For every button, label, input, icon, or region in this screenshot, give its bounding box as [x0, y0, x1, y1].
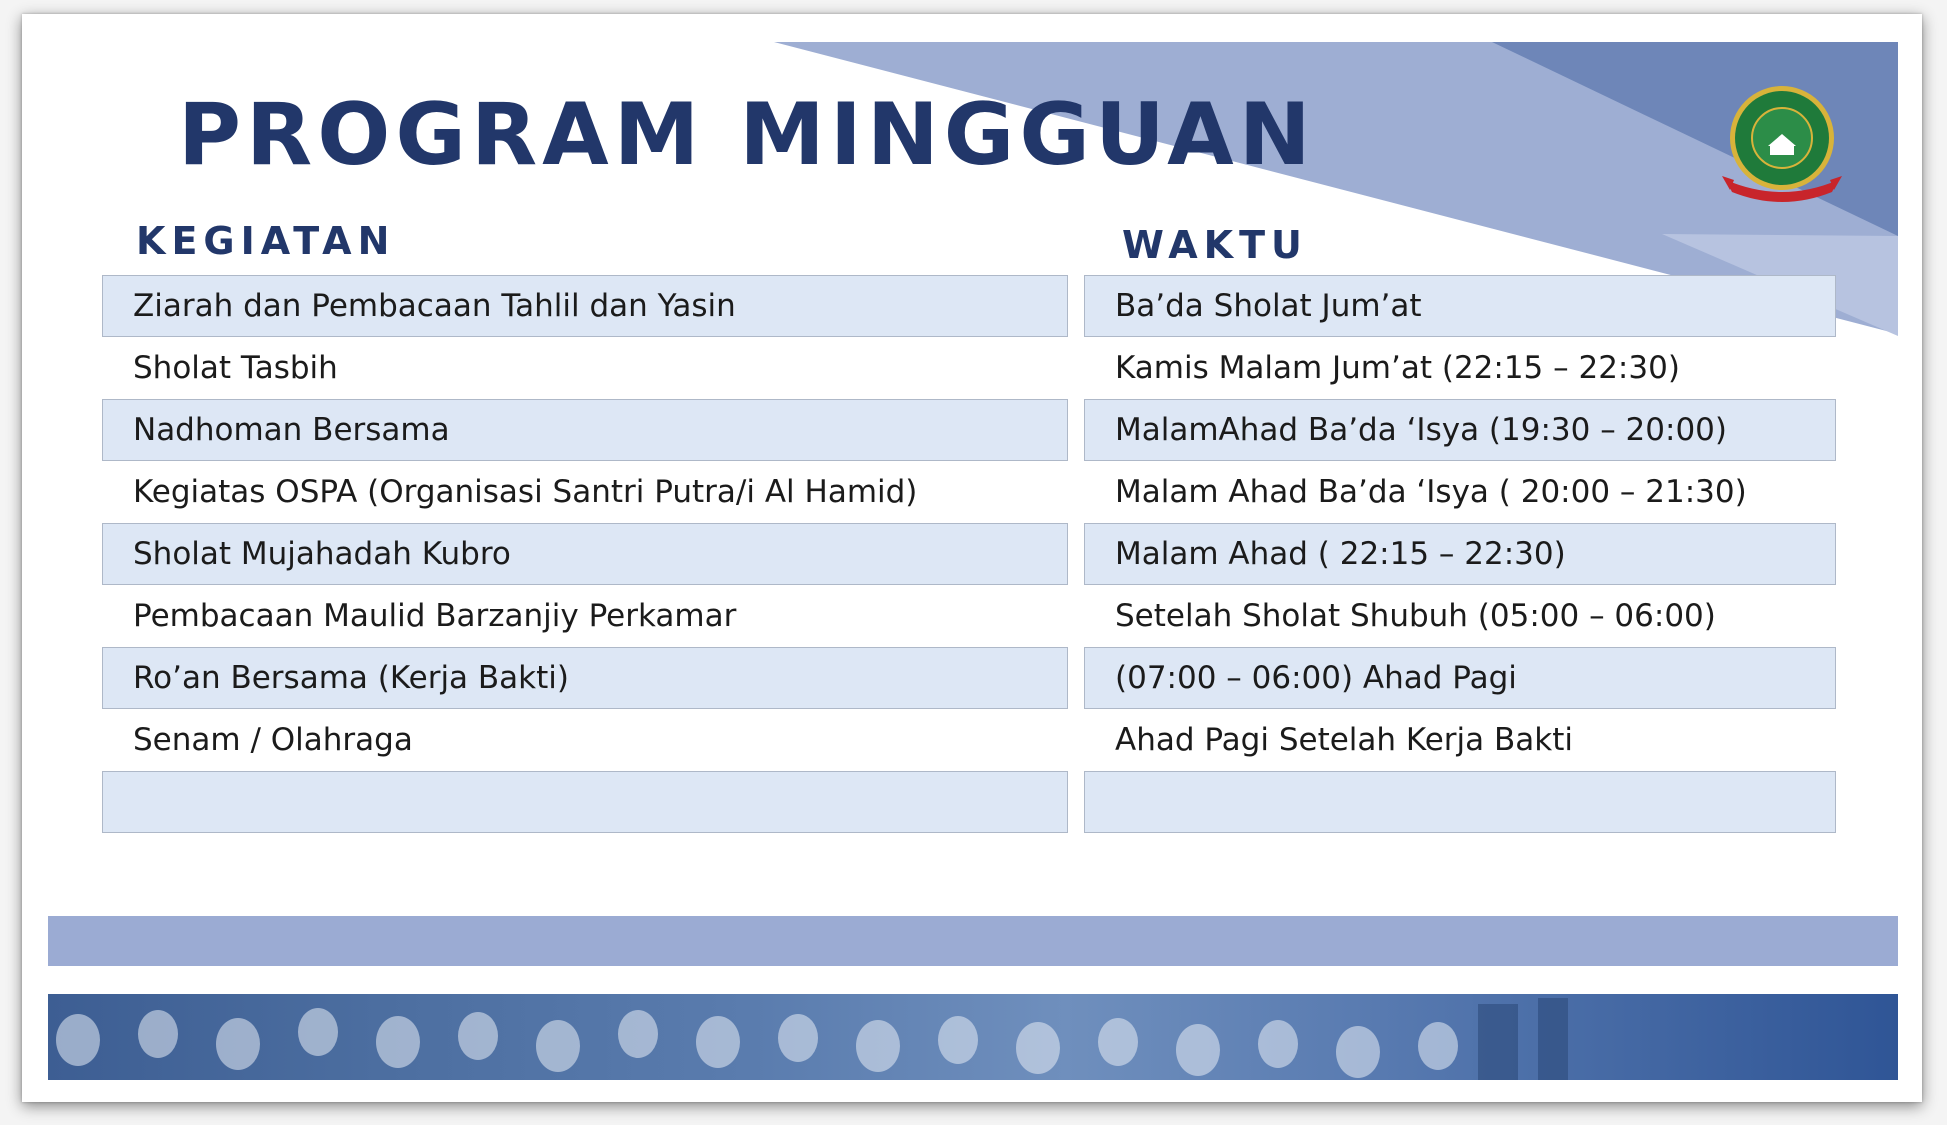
time-cell: Ba’da Sholat Jum’at — [1084, 275, 1836, 337]
activity-column — [102, 275, 1068, 833]
footer-band-light — [48, 916, 1898, 966]
footer-photo-strip — [48, 994, 1898, 1080]
time-cell: MalamAhad Ba’da ‘Isya (19:30 – 20:00) — [1084, 399, 1836, 461]
photo-figures — [48, 994, 1898, 1080]
time-cell: Setelah Sholat Shubuh (05:00 – 06:00) — [1115, 598, 1716, 634]
page-title: PROGRAM MINGGUAN — [178, 85, 1316, 185]
time-cell: Ahad Pagi Setelah Kerja Bakti — [1115, 722, 1573, 758]
time-cell: Malam Ahad ( 22:15 – 22:30) — [1084, 523, 1836, 585]
activity-cell: Pembacaan Maulid Barzanjiy Perkamar — [133, 598, 737, 634]
column-header-waktu: WAKTU — [1122, 223, 1308, 267]
activity-cell: Kegiatas OSPA (Organisasi Santri Putra/i Al Hamid) — [133, 474, 918, 510]
time-column — [1084, 275, 1836, 833]
activity-cell: Sholat Mujahadah Kubro — [102, 523, 1068, 585]
activity-cell: Nadhoman Bersama — [102, 399, 1068, 461]
activity-cell: Ro’an Bersama (Kerja Bakti) — [102, 647, 1068, 709]
time-cell: Malam Ahad Ba’da ‘Isya ( 20:00 – 21:30) — [1115, 474, 1747, 510]
slide — [22, 14, 1922, 1102]
time-cell: Kamis Malam Jum’at (22:15 – 22:30) — [1115, 350, 1680, 386]
activity-cell: Senam / Olahraga — [133, 722, 413, 758]
activity-cell: Sholat Tasbih — [133, 350, 338, 386]
time-cell — [1084, 771, 1836, 833]
activity-cell: Ziarah dan Pembacaan Tahlil dan Yasin — [102, 275, 1068, 337]
activity-cell — [102, 771, 1068, 833]
school-emblem-icon — [1720, 84, 1844, 212]
time-cell: (07:00 – 06:00) Ahad Pagi — [1084, 647, 1836, 709]
column-header-kegiatan: KEGIATAN — [136, 219, 396, 263]
